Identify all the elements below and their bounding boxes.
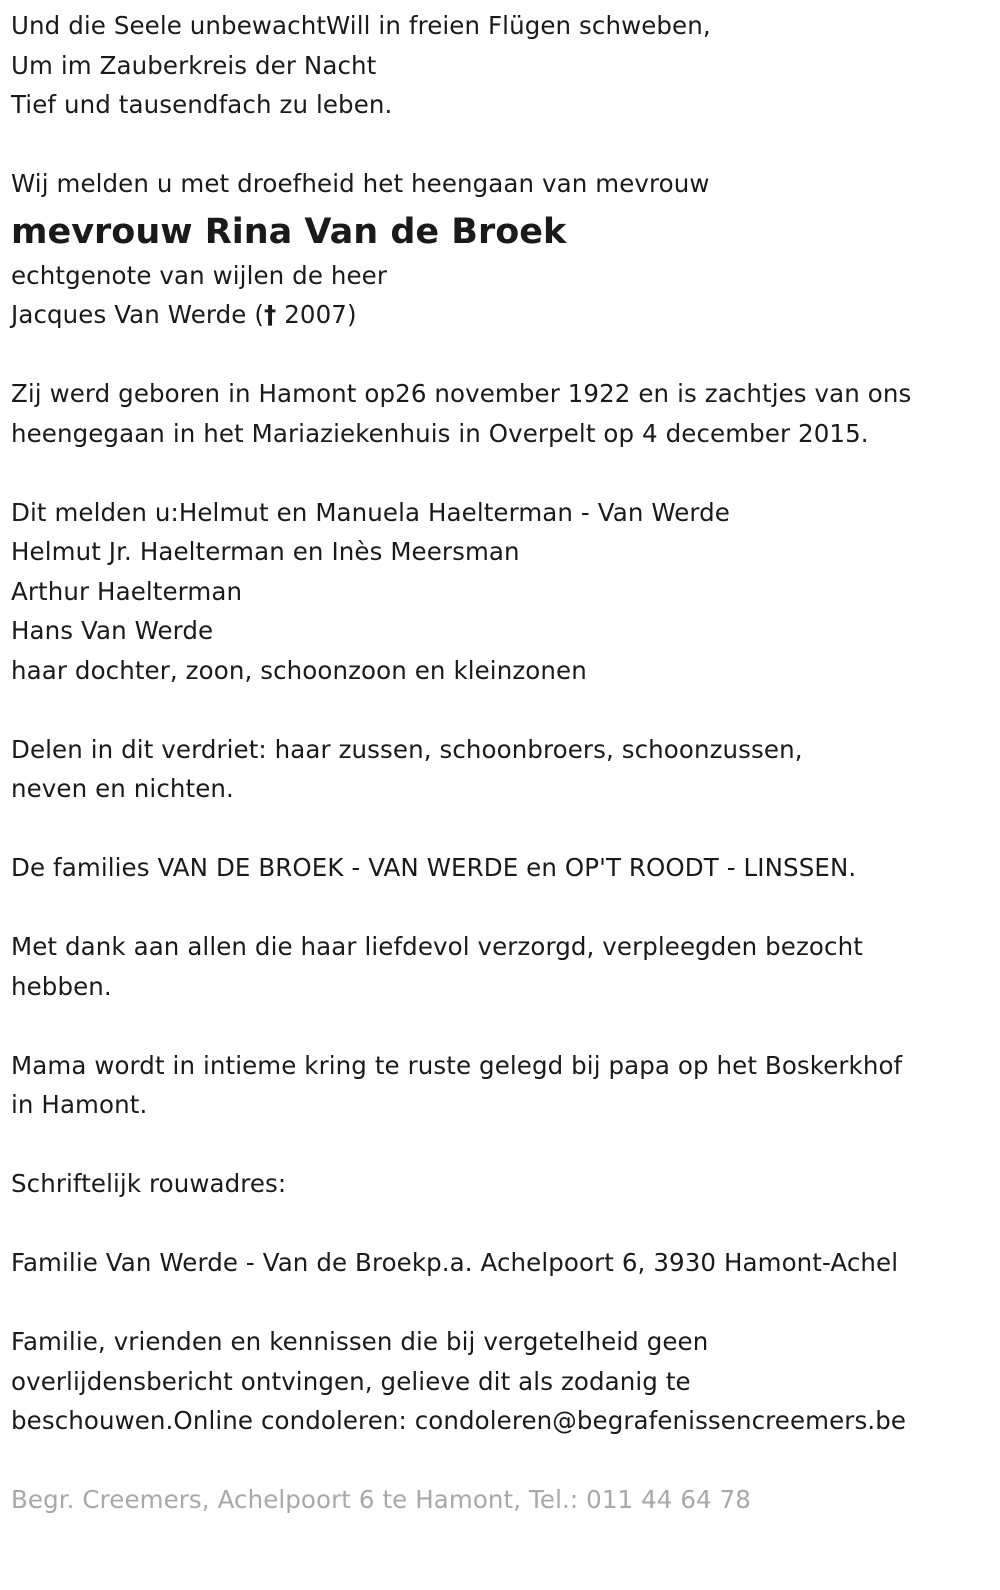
spacer (11, 1283, 1000, 1323)
paragraph-line: Familie, vrienden en kennissen die bij vergetelheid geen (11, 1327, 709, 1356)
intro-text: Wij melden u met droefheid het heengaan van mevrouw (11, 169, 710, 198)
paragraph-line: in Hamont. (11, 1090, 148, 1119)
paragraph-line: heengegaan in het Mariaziekenhuis in Overpelt op 4 december 2015. (11, 418, 869, 448)
poem-line: Und die Seele unbewachtWill in freien Flügen schweben, (11, 11, 711, 40)
announcer-line: Helmut Jr. Haelterman en Inès Meersman (11, 537, 520, 566)
spacer (11, 1125, 1000, 1165)
spacer (11, 1204, 1000, 1244)
poem-line: Um im Zauberkreis der Nacht (11, 50, 377, 80)
closing-paragraph (11, 1322, 1000, 1441)
address-label: Schriftelijk rouwadres: (11, 1169, 287, 1198)
poem (11, 6, 1000, 125)
poem-line: Tief und tausendfach zu leben. (11, 90, 393, 119)
cross-icon: † (263, 300, 277, 329)
spouse-name: Jacques Van Werde ( (11, 300, 264, 329)
announcer-line: haar dochter, zoon, schoonzoon en kleinzonen (11, 655, 587, 685)
announcer-line: Arthur Haelterman (11, 576, 243, 606)
deceased-name: mevrouw Rina Van de Broek (11, 211, 567, 252)
spacer (11, 125, 1000, 165)
spouse-death-year: 2007) (276, 300, 357, 329)
paragraph-line: Met dank aan allen die haar liefdevol verzorgd, verpleegden bezocht (11, 932, 863, 961)
announcer-line: Dit melden u:Helmut en Manuela Haelterman - Van Werde (11, 497, 730, 527)
spouse-name-line (11, 295, 1000, 335)
paragraph-line: overlijdensbericht ontvingen, gelieve dit als zodanig te (11, 1366, 691, 1396)
paragraph-line: neven en nichten. (11, 774, 234, 803)
thanks-paragraph (11, 927, 1000, 1006)
spacer (11, 888, 1000, 928)
announcers-list (11, 493, 1000, 691)
sharing-paragraph (11, 730, 1000, 809)
families-line: De families VAN DE BROEK - VAN WERDE en OP'T ROODT - LINSSEN. (11, 853, 857, 882)
spacer (11, 1006, 1000, 1046)
announcer-line: Hans Van Werde (11, 616, 214, 645)
paragraph-line: Zij werd geboren in Hamont op26 november 1922 en is zachtjes van ons (11, 379, 912, 408)
spacer (11, 1441, 1000, 1481)
spacer (11, 690, 1000, 730)
paragraph-line: Mama wordt in intieme kring te ruste gelegd bij papa op het Boskerkhof (11, 1050, 903, 1080)
mourning-address: Familie Van Werde - Van de Broekp.a. Achelpoort 6, 3930 Hamont-Achel (11, 1248, 899, 1277)
spacer (11, 335, 1000, 375)
spouse-line: echtgenote van wijlen de heer (11, 260, 388, 290)
paragraph-line: hebben. (11, 971, 112, 1001)
paragraph-line: beschouwen.Online condoleren: condoleren@begrafenissencreemers.be (11, 1406, 907, 1435)
paragraph-line: Delen in dit verdriet: haar zussen, schoonbroers, schoonzussen, (11, 734, 803, 764)
birth-death-paragraph (11, 374, 1000, 453)
spacer (11, 809, 1000, 849)
funeral-home-footer: Begr. Creemers, Achelpoort 6 te Hamont, Tel.: 011 44 64 78 (11, 1485, 751, 1514)
burial-paragraph (11, 1046, 1000, 1125)
spacer (11, 453, 1000, 493)
